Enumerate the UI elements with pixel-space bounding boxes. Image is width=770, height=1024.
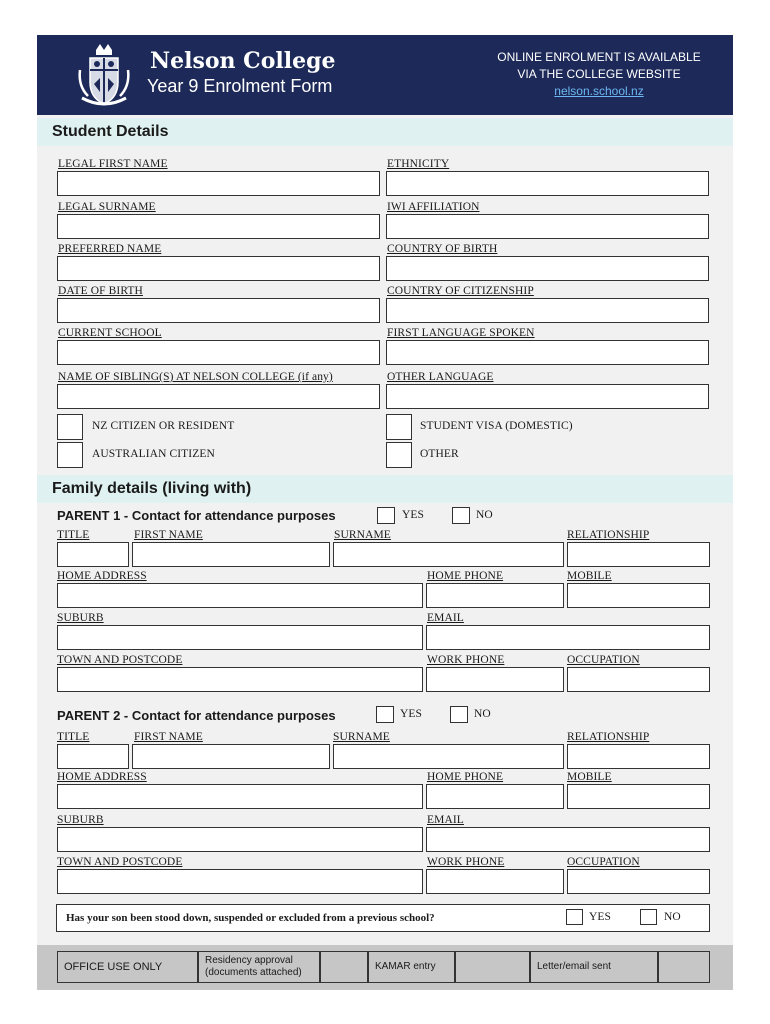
parent1-contact-no-checkbox[interactable] [452, 507, 470, 524]
college-name: Nelson College [150, 48, 336, 74]
online-line-2: VIA THE COLLEGE WEBSITE [517, 67, 681, 81]
parent1-mobile-label: MOBILE [567, 570, 612, 582]
parent2-relationship-field[interactable] [567, 744, 710, 769]
parent1-no-label: NO [476, 509, 493, 521]
parent1-email-label: EMAIL [427, 612, 464, 624]
ethnicity-field[interactable] [386, 171, 709, 196]
stood-down-yes-label: YES [589, 911, 612, 923]
parent2-contact-no-checkbox[interactable] [450, 706, 468, 723]
parent2-surname-field[interactable] [333, 744, 564, 769]
parent2-town-postcode-field[interactable] [57, 869, 423, 894]
parent2-email-label: EMAIL [427, 814, 464, 826]
parent1-town-postcode-field[interactable] [57, 667, 423, 692]
parent2-mobile-label: MOBILE [567, 771, 612, 783]
online-enrolment-note [470, 49, 728, 100]
parent1-home-phone-label: HOME PHONE [427, 570, 504, 582]
parent2-occupation-field[interactable] [567, 869, 710, 894]
current-school-label: CURRENT SCHOOL [58, 327, 162, 339]
parent2-relationship-label: RELATIONSHIP [567, 731, 650, 743]
first-language-label: FIRST LANGUAGE SPOKEN [387, 327, 535, 339]
residency-approval-box[interactable] [320, 951, 368, 983]
preferred-name-label: PREFERRED NAME [58, 243, 162, 255]
parent2-title-field[interactable] [57, 744, 129, 769]
parent1-surname-field[interactable] [333, 542, 564, 567]
parent1-suburb-label: SUBURB [57, 612, 104, 624]
letter-email-sent-cell: Letter/email sent [530, 951, 658, 983]
legal-surname-field[interactable] [57, 214, 380, 239]
residency-approval-cell [198, 951, 320, 983]
nz-citizen-label: NZ CITIZEN OR RESIDENT [92, 420, 235, 432]
parent1-work-phone-label: WORK PHONE [427, 654, 505, 666]
parent1-relationship-field[interactable] [567, 542, 710, 567]
parent2-home-phone-field[interactable] [426, 784, 564, 809]
parent1-heading: PARENT 1 - Contact for attendance purposes [57, 508, 336, 523]
parent2-heading: PARENT 2 - Contact for attendance purposes [57, 708, 336, 723]
parent2-no-label: NO [474, 708, 491, 720]
stood-down-yes-checkbox[interactable] [566, 909, 583, 925]
iwi-affiliation-field[interactable] [386, 214, 709, 239]
student-visa-checkbox[interactable] [386, 414, 412, 440]
first-language-field[interactable] [386, 340, 709, 365]
parent1-first-name-label: FIRST NAME [134, 529, 203, 541]
country-of-birth-label: COUNTRY OF BIRTH [387, 243, 498, 255]
current-school-field[interactable] [57, 340, 380, 365]
stood-down-no-checkbox[interactable] [640, 909, 657, 925]
nz-citizen-checkbox[interactable] [57, 414, 83, 440]
parent1-home-phone-field[interactable] [426, 583, 564, 608]
country-of-citizenship-field[interactable] [386, 298, 709, 323]
kamar-entry-cell: KAMAR entry [368, 951, 455, 983]
date-of-birth-label: DATE OF BIRTH [58, 285, 143, 297]
parent2-yes-label: YES [400, 708, 423, 720]
australian-citizen-label: AUSTRALIAN CITIZEN [92, 448, 215, 460]
residency-line-2: (documents attached) [205, 967, 302, 978]
parent1-email-field[interactable] [426, 625, 710, 650]
other-language-label: OTHER LANGUAGE [387, 371, 494, 383]
parent1-contact-yes-checkbox[interactable] [377, 507, 395, 524]
student-details-heading: Student Details [37, 118, 733, 146]
parent1-surname-label: SURNAME [334, 529, 391, 541]
student-visa-label: STUDENT VISA (DOMESTIC) [420, 420, 573, 432]
parent1-home-address-label: HOME ADDRESS [57, 570, 147, 582]
parent2-work-phone-label: WORK PHONE [427, 856, 505, 868]
online-line-1: ONLINE ENROLMENT IS AVAILABLE [497, 50, 701, 64]
parent1-yes-label: YES [402, 509, 425, 521]
siblings-label: NAME OF SIBLING(S) AT NELSON COLLEGE (if any) [58, 371, 333, 383]
parent1-occupation-label: OCCUPATION [567, 654, 640, 666]
parent1-title-label: TITLE [57, 529, 90, 541]
other-status-checkbox[interactable] [386, 442, 412, 468]
parent2-suburb-field[interactable] [57, 827, 423, 852]
date-of-birth-field[interactable] [57, 298, 380, 323]
parent1-town-postcode-label: TOWN AND POSTCODE [57, 654, 183, 666]
parent1-mobile-field[interactable] [567, 583, 710, 608]
form-title: Year 9 Enrolment Form [147, 76, 333, 96]
parent2-title-label: TITLE [57, 731, 90, 743]
residency-line-1: Residency approval [205, 955, 293, 966]
college-crest-icon [76, 40, 132, 110]
parent1-first-name-field[interactable] [132, 542, 330, 567]
parent2-home-address-label: HOME ADDRESS [57, 771, 147, 783]
parent2-town-postcode-label: TOWN AND POSTCODE [57, 856, 183, 868]
parent1-occupation-field[interactable] [567, 667, 710, 692]
iwi-affiliation-label: IWI AFFILIATION [387, 201, 480, 213]
parent2-first-name-label: FIRST NAME [134, 731, 203, 743]
stood-down-question: Has your son been stood down, suspended or excluded from a previous school? [66, 912, 435, 924]
family-details-heading: Family details (living with) [37, 475, 733, 503]
legal-surname-label: LEGAL SURNAME [58, 201, 156, 213]
office-use-only-cell: OFFICE USE ONLY [57, 951, 198, 983]
parent1-relationship-label: RELATIONSHIP [567, 529, 650, 541]
country-of-citizenship-label: COUNTRY OF CITIZENSHIP [387, 285, 534, 297]
parent2-first-name-field[interactable] [132, 744, 330, 769]
website-link[interactable]: nelson.school.nz [554, 84, 644, 98]
other-status-label: OTHER [420, 448, 459, 460]
parent2-contact-yes-checkbox[interactable] [376, 706, 394, 723]
parent1-title-field[interactable] [57, 542, 129, 567]
parent2-home-address-field[interactable] [57, 784, 423, 809]
parent2-work-phone-field[interactable] [426, 869, 564, 894]
siblings-field[interactable] [57, 384, 380, 409]
parent2-surname-label: SURNAME [333, 731, 390, 743]
preferred-name-field[interactable] [57, 256, 380, 281]
australian-citizen-checkbox[interactable] [57, 442, 83, 468]
stood-down-no-label: NO [664, 911, 681, 923]
parent1-home-address-field[interactable] [57, 583, 423, 608]
legal-first-name-label: LEGAL FIRST NAME [58, 158, 168, 170]
other-language-field[interactable] [386, 384, 709, 409]
parent2-suburb-label: SUBURB [57, 814, 104, 826]
parent1-suburb-field[interactable] [57, 625, 423, 650]
kamar-entry-box[interactable] [455, 951, 530, 983]
parent2-email-field[interactable] [426, 827, 710, 852]
country-of-birth-field[interactable] [386, 256, 709, 281]
legal-first-name-field[interactable] [57, 171, 380, 196]
parent2-mobile-field[interactable] [567, 784, 710, 809]
parent1-work-phone-field[interactable] [426, 667, 564, 692]
parent2-home-phone-label: HOME PHONE [427, 771, 504, 783]
letter-email-sent-box[interactable] [658, 951, 710, 983]
ethnicity-label: ETHNICITY [387, 158, 450, 170]
parent2-occupation-label: OCCUPATION [567, 856, 640, 868]
